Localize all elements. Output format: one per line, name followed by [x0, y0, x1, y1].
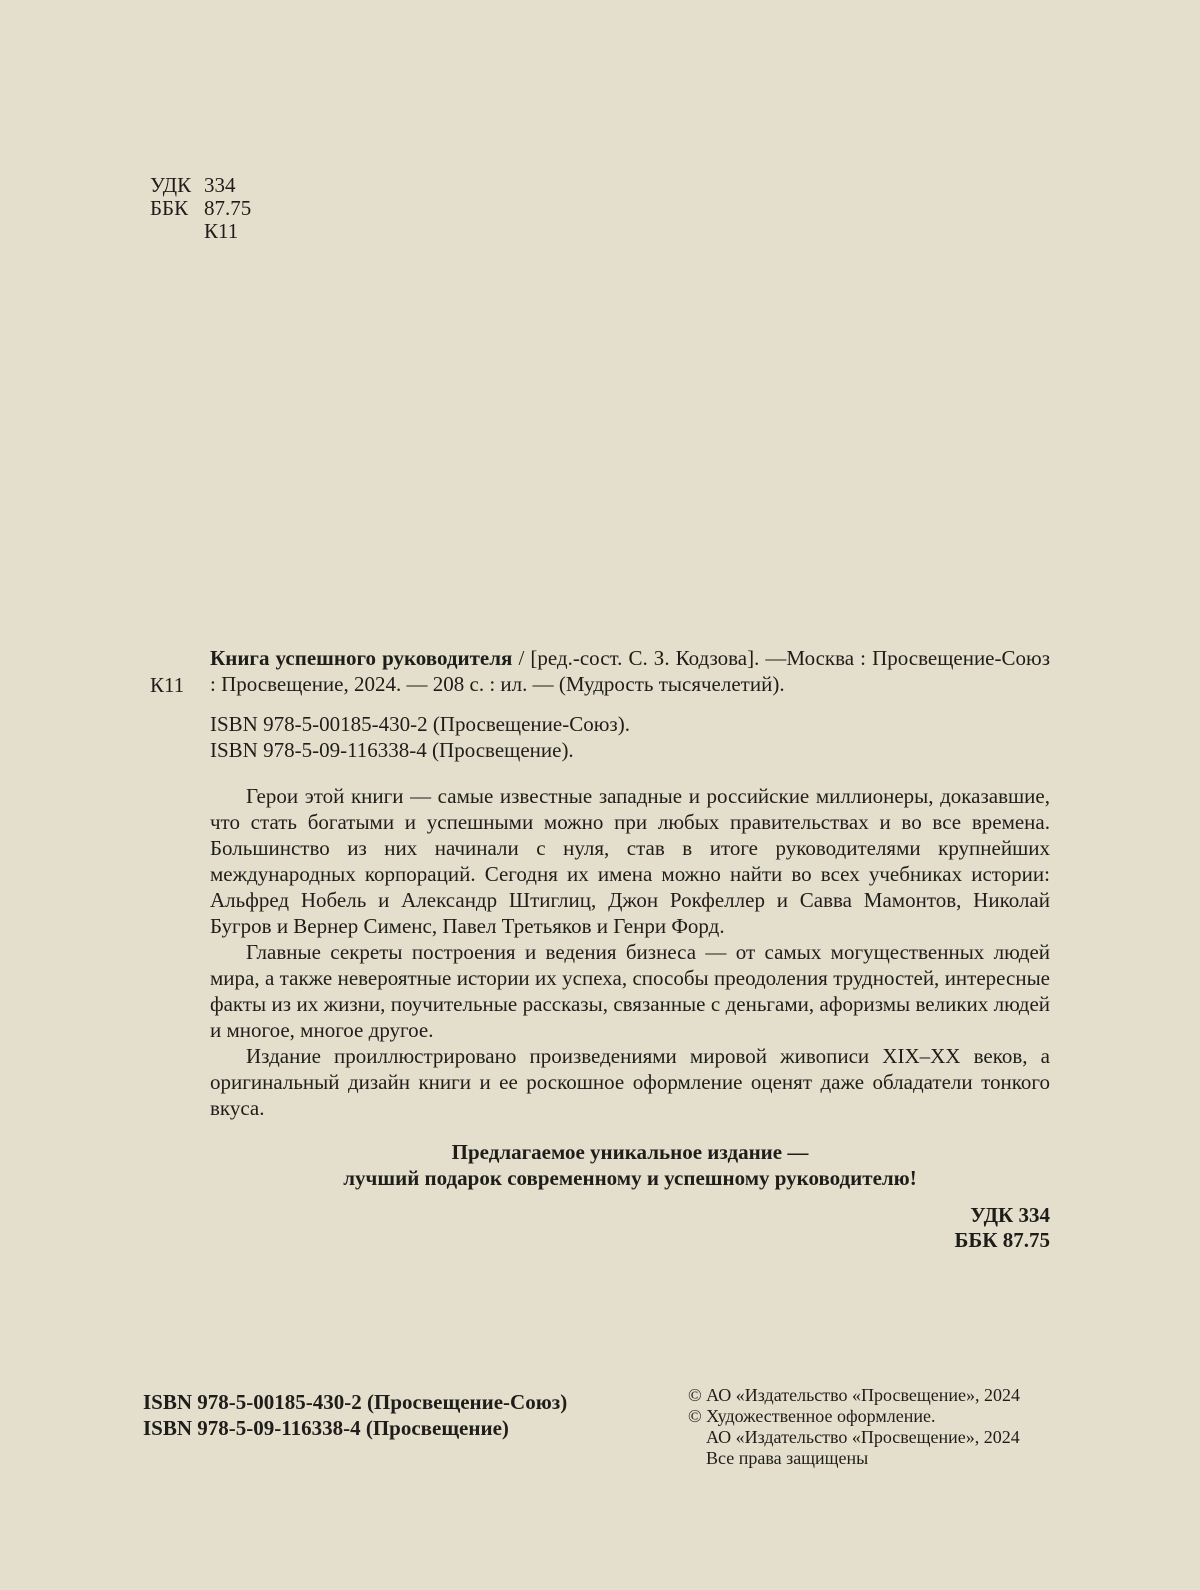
bbk-row: [150, 197, 251, 220]
author-sign: К11: [150, 673, 185, 697]
copyright-line: © Художественное оформление.: [688, 1406, 936, 1426]
classification-block: [150, 174, 251, 243]
annotation-paragraph: Герои этой книги — самые известные западные и российские миллионеры, доказавшие, что стать богатыми и успешными можно при любых правительствах и во все времена. Большинство из них начинали с нуля, став в итоге руководителями крупнейших международных корпораций. Сегодня их имена можно найти во всех учебниках истории: Альфред Нобель и Александр Штиглиц, Джон Рокфеллер и Савва Мамонтов, Николай Бугров и Вернер Сименс, Павел Третьяков и Генри Форд.: [210, 784, 1050, 938]
udk-label: УДК: [150, 173, 192, 197]
bbk-value: 87.75: [204, 196, 252, 220]
bibliographic-details: / [ред.-сост. С. З. Кодзова]. —Москва : Просвещение-Союз : Просвещение, 2024. — 208 с. : ил. — (Мудрость тысячелетий).: [210, 646, 1050, 696]
bibliographic-record: [210, 645, 1050, 697]
rights-reserved: Все права защищены: [706, 1448, 869, 1468]
slogan: [210, 1139, 1050, 1191]
annotation-paragraph: Главные секреты построения и ведения бизнеса — от самых могущественных людей мира, а также невероятные истории их успеха, способы преодоления трудностей, интересные факты из их жизни, поучительные рассказы, связанные с деньгами, афоризмы великих людей и многое, многое другое.: [210, 940, 1050, 1042]
author-sign-row: [150, 220, 251, 243]
book-title: Книга успешного руководителя: [210, 646, 513, 670]
udk-row: [150, 174, 251, 197]
annotation-paragraph: Издание проиллюстрировано произведениями мировой живописи XIX–XX веков, а оригинальный дизайн книги и ее роскошное оформление оценят даже обладатели тонкого вкуса.: [210, 1044, 1050, 1120]
copyright-line: АО «Издательство «Просвещение», 2024: [706, 1427, 1020, 1447]
classification-codes-right: [210, 1203, 1050, 1253]
udk-code: УДК 334: [970, 1203, 1050, 1227]
copyright-line: © АО «Издательство «Просвещение», 2024: [688, 1385, 1020, 1405]
main-text-column: [210, 645, 1050, 1253]
bottom-isbn-line: ISBN 978-5-00185-430-2 (Просвещение-Союз): [143, 1390, 568, 1414]
isbn-block: [210, 711, 1050, 763]
isbn-line: ISBN 978-5-00185-430-2 (Просвещение-Союз).: [210, 712, 630, 736]
annotation: [210, 783, 1050, 1121]
author-sign-top: К11: [204, 219, 239, 243]
slogan-line: Предлагаемое уникальное издание —: [451, 1140, 809, 1164]
udk-value: 334: [204, 173, 236, 197]
slogan-line: лучший подарок современному и успешному руководителю!: [343, 1166, 917, 1190]
bbk-label: ББК: [150, 196, 189, 220]
bottom-isbn-line: ISBN 978-5-09-116338-4 (Просвещение): [143, 1416, 509, 1440]
bottom-isbn-block: [143, 1389, 567, 1441]
isbn-line: ISBN 978-5-09-116338-4 (Просвещение).: [210, 738, 574, 762]
bbk-code: ББК 87.75: [954, 1228, 1050, 1252]
copyright-block: [688, 1385, 1020, 1469]
